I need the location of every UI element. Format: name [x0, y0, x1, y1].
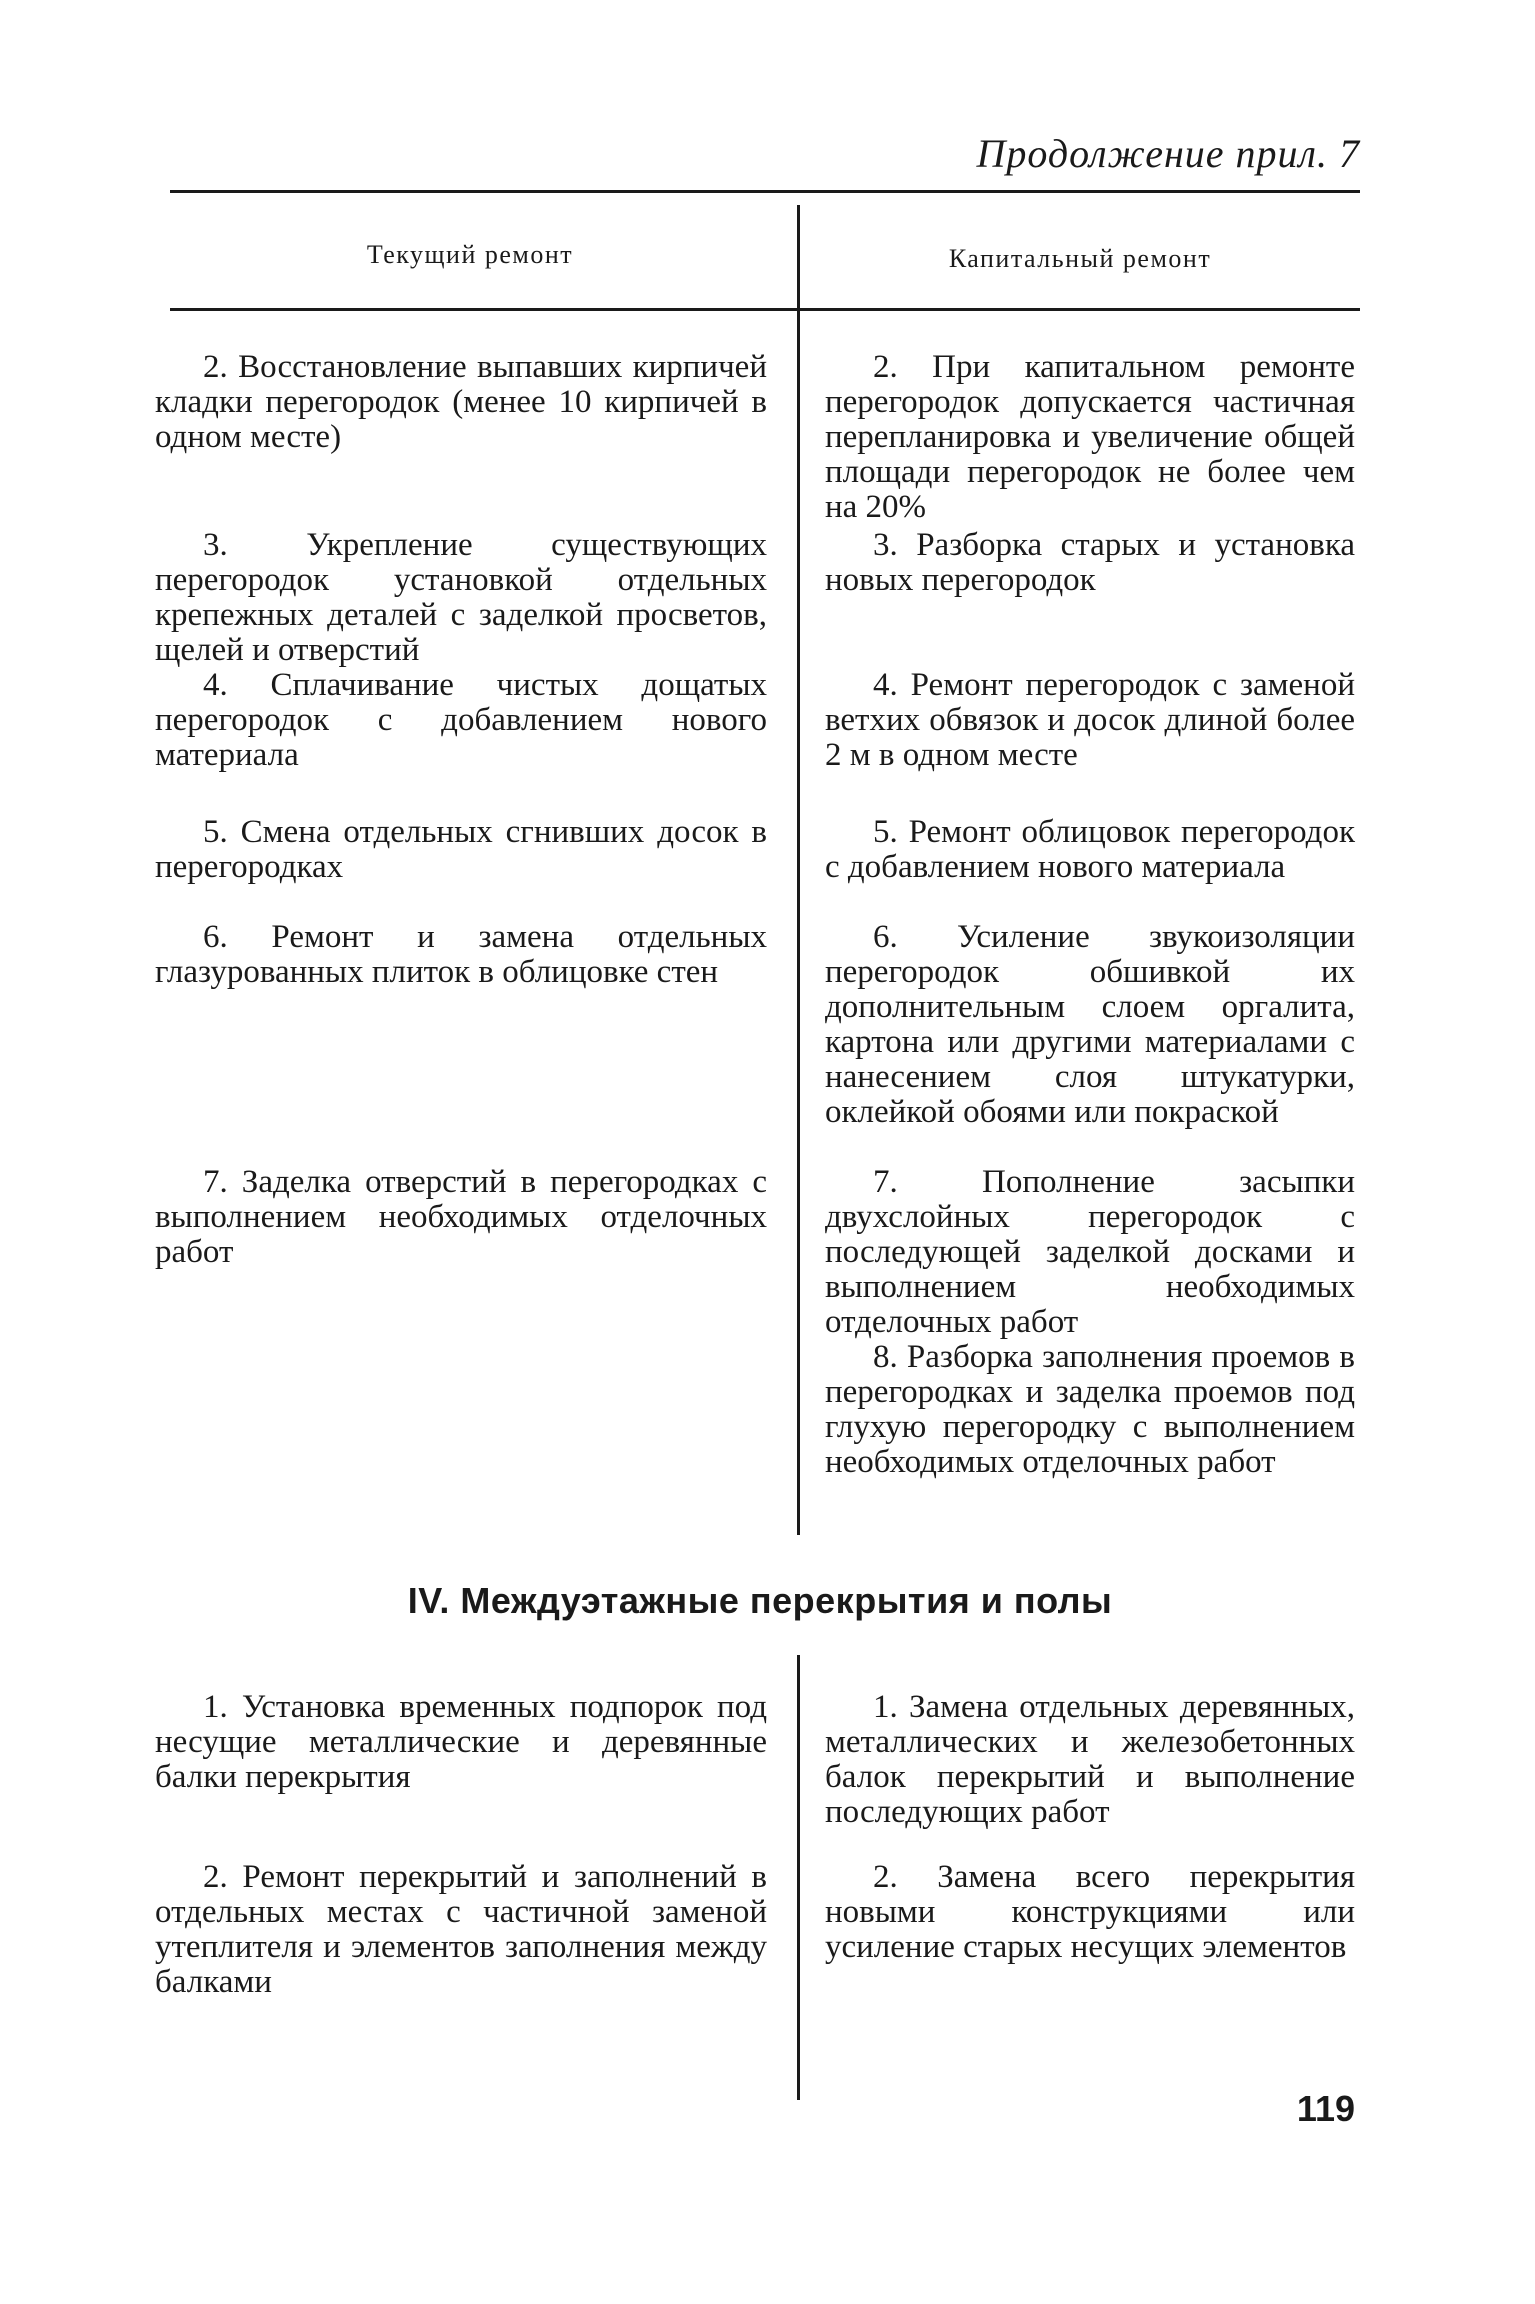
- column-header-capital: Капитальный ремонт: [948, 244, 1212, 273]
- section-title: IV. Междуэтажные перекрытия и полы: [407, 1580, 1113, 1621]
- current-item-7: 7. Заделка отверстий в перегородках с выполнением необходимых отделочных работ: [155, 1164, 767, 1270]
- capital-item-8: 8. Разборка заполнения проемов в перегородках и заделка проемов под глухую перегородку с выполнением необходимых отделочных работ: [825, 1339, 1355, 1480]
- column-divider-2: [797, 1655, 800, 2100]
- current-floor-item-1: 1. Установка временных подпорок под несущие металлические и деревянные балки перекрытия: [155, 1689, 767, 1795]
- capital-item-6: 6. Усиление звукоизоляции перегородок обшивкой их дополнительным слоем оргалита, картона или другими материалами с нанесением слоя штукатурки, оклейкой обоями или покраской: [825, 919, 1355, 1130]
- capital-floor-item-1: 1. Замена отдельных деревянных, металлических и железобетонных балок перекрытий и выполнение последующих работ: [825, 1689, 1355, 1830]
- current-floor-item-2: 2. Ремонт перекрытий и заполнений в отдельных местах с частичной заменой утеплителя и элементов заполнения между балками: [155, 1859, 767, 2000]
- capital-item-3: 3. Разборка старых и установка новых перегородок: [825, 527, 1355, 598]
- current-item-2: 2. Восстановление выпавших кирпичей кладки перегородок (менее 10 кирпичей в одном месте): [155, 349, 767, 455]
- column-divider: [797, 205, 800, 1535]
- page-number: 119: [1296, 2088, 1355, 2129]
- column-header-current: Текущий ремонт: [366, 240, 574, 269]
- current-item-4: 4. Сплачивание чистых дощатых перегородок с добавлением нового материала: [155, 667, 767, 773]
- capital-item-5: 5. Ремонт облицовок перегородок с добавлением нового материала: [825, 814, 1355, 885]
- continuation-label: Продолжение прил. 7: [976, 131, 1360, 176]
- current-item-5: 5. Смена отдельных сгнивших досок в перегородках: [155, 814, 767, 885]
- capital-item-7: 7. Пополнение засыпки двухслойных перегородок с последующей заделкой досками и выполнением необходимых отделочных работ: [825, 1164, 1355, 1340]
- capital-floor-item-2: 2. Замена всего перекрытия новыми конструкциями или усиление старых несущих элементов: [825, 1859, 1355, 1965]
- header-bottom-rule: [170, 308, 1360, 311]
- table-top-rule: [170, 190, 1360, 193]
- current-item-6: 6. Ремонт и замена отдельных глазурованных плиток в облицовке стен: [155, 919, 767, 990]
- current-item-3: 3. Укрепление существующих перегородок установкой отдельных крепежных деталей с заделкой просветов, щелей и отверстий: [155, 527, 767, 668]
- capital-item-2: 2. При капитальном ремонте перегородок допускается частичная перепланировка и увеличение общей площади перегородок не более чем на 20%: [825, 349, 1355, 525]
- capital-item-4: 4. Ремонт перегородок с заменой ветхих обвязок и досок длиной более 2 м в одном месте: [825, 667, 1355, 773]
